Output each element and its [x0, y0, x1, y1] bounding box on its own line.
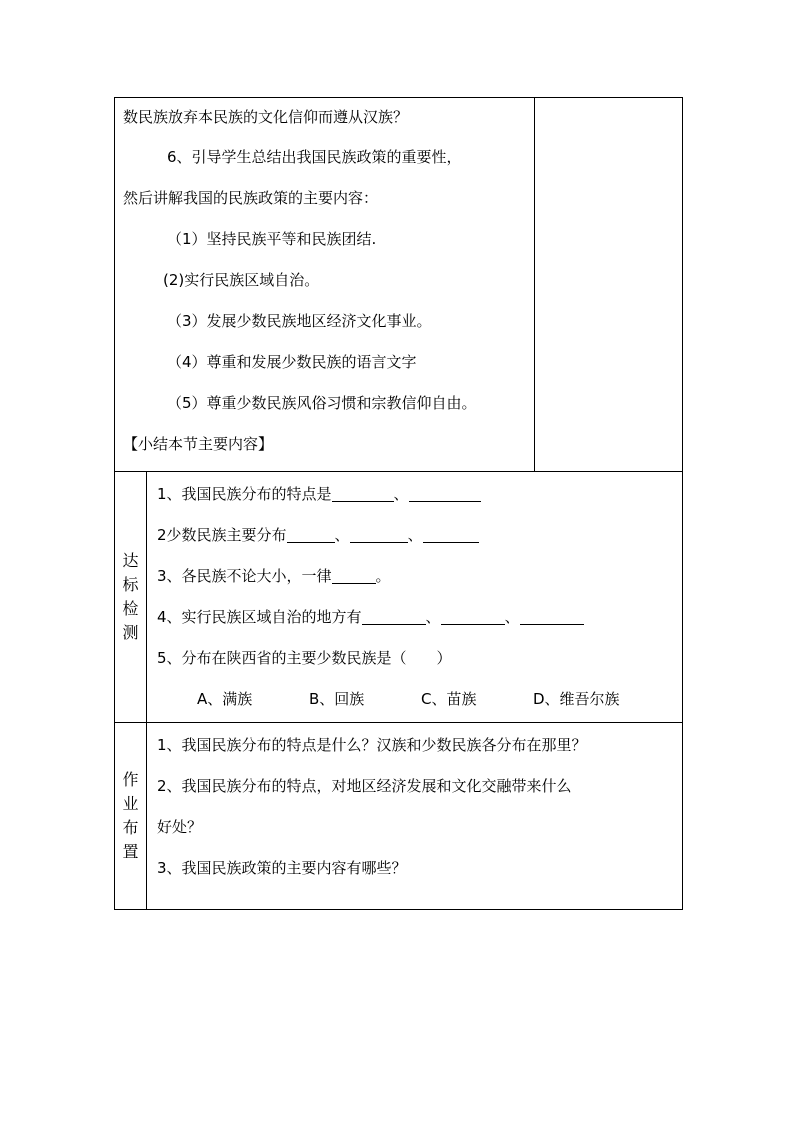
answer-blank[interactable]	[332, 485, 394, 502]
question-3: 3、各民族不论大小，一律 。	[157, 567, 391, 585]
test-row	[115, 472, 683, 723]
process-row	[115, 98, 683, 472]
option-d[interactable]: D、维吾尔族	[533, 690, 620, 708]
policy-item: (2)实行民族区域自治。	[163, 271, 320, 289]
answer-blank[interactable]	[441, 608, 505, 625]
homework-item: 3、我国民族政策的主要内容有哪些？	[157, 859, 407, 877]
test-label-char: 测	[122, 623, 139, 642]
test-label-char: 检	[122, 599, 139, 618]
summary-heading: 【小结本节主要内容】	[123, 435, 274, 453]
homework-label-char: 业	[122, 794, 139, 813]
homework-item: 2、我国民族分布的特点，对地区经济发展和文化交融带来什么	[157, 777, 572, 795]
answer-blank[interactable]	[287, 526, 335, 543]
question-2: 2少数民族主要分布 、 、	[157, 515, 682, 556]
test-label-char: 达	[122, 551, 139, 570]
policy-item: （1）坚持民族平等和民族团结.	[167, 230, 377, 248]
policy-item: （5）尊重少数民族风俗习惯和宗教信仰自由。	[167, 394, 477, 412]
option-c[interactable]: C、苗族	[421, 690, 477, 708]
homework-row	[115, 723, 683, 910]
answer-blank[interactable]	[362, 608, 426, 625]
answer-blank[interactable]	[350, 526, 408, 543]
policy-item: （3）发展少数民族地区经济文化事业。	[167, 312, 432, 330]
homework-item: 好处？	[157, 818, 203, 836]
question-4: 4、实行民族区域自治的地方有 、 、	[157, 597, 682, 638]
process-line: 6、引导学生总结出我国民族政策的重要性，	[167, 148, 462, 166]
notes-cell	[535, 98, 683, 472]
lesson-table	[114, 97, 683, 910]
test-label-cell	[115, 472, 147, 723]
process-line: 然后讲解我国的民族政策的主要内容：	[123, 189, 379, 207]
question-1: 1、我国民族分布的特点是 、	[157, 474, 682, 515]
answer-blank[interactable]	[332, 567, 376, 584]
test-content-cell	[147, 472, 683, 723]
homework-label-char: 置	[122, 842, 139, 861]
answer-blank[interactable]	[423, 526, 479, 543]
homework-content-cell	[147, 723, 683, 910]
homework-label-cell	[115, 723, 147, 910]
homework-label-char: 布	[122, 818, 139, 837]
process-line: 数民族放弃本民族的文化信仰而遵从汉族？	[123, 108, 409, 126]
policy-item: （4）尊重和发展少数民族的语言文字	[167, 353, 417, 371]
question-5: 5、分布在陕西省的主要少数民族是（ ）	[157, 649, 452, 667]
question-5-options	[157, 679, 682, 720]
answer-blank[interactable]	[409, 485, 481, 502]
homework-item: 1、我国民族分布的特点是什么？汉族和少数民族各分布在那里？	[157, 736, 587, 754]
process-cell	[115, 98, 535, 472]
option-b[interactable]: B、回族	[309, 690, 365, 708]
option-a[interactable]: A、满族	[197, 690, 253, 708]
answer-blank[interactable]	[520, 608, 584, 625]
homework-label-char: 作	[122, 770, 139, 789]
test-label-char: 标	[122, 575, 139, 594]
